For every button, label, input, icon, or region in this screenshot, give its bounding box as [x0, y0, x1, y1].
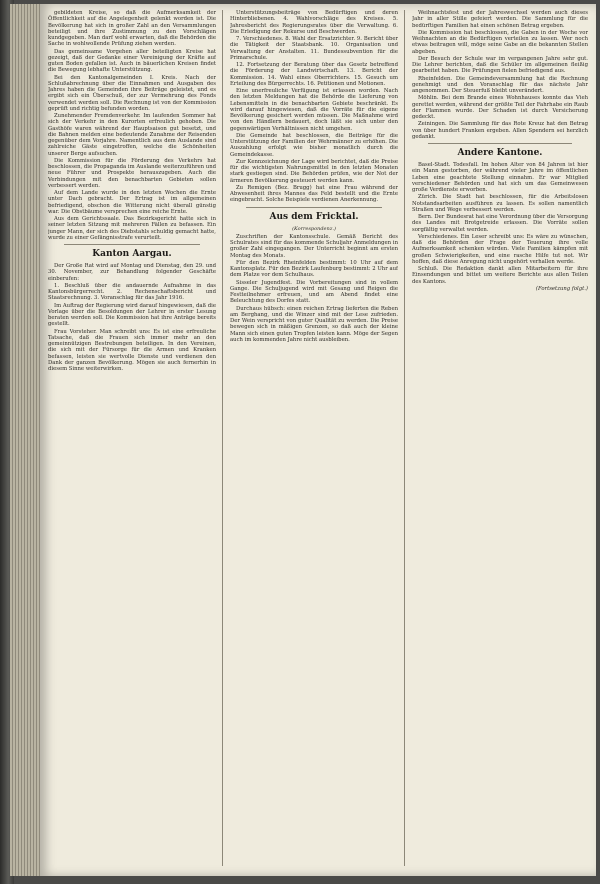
- column-rule-right: [404, 10, 405, 866]
- paragraph: Im Auftrag der Regierung wird darauf hingewiesen, daß die Vorlage über die Besoldungen der Lehrer in erster Lesung beraten werden soll. Die Kommission hat ihre Anträge bereits gestellt.: [48, 302, 216, 328]
- paragraph: Durchaus hübsch: einen reichen Ertrag lieferten die Reben am Berghang, und die Winzer sind mit der Lese zufrieden. Der Wein verspricht von guter Qualität zu werden. Die Preise bewegen sich in mäßigen Grenzen, so daß auch der kleine Mann sich einen guten Tropfen leisten kann. Möge der Segen auch im kommenden Jahre nicht ausbleiben.: [230, 305, 398, 343]
- paragraph: 7. Verschiedenes. 8. Wahl der Ersatzrichter. 9. Bericht über die Tätigkeit der Staatsbank. 10. Organisation und Verwaltung der Anstalten. 11. Bundessubvention für die Primarschule.: [230, 36, 398, 61]
- continuation-note: (Fortsetzung folgt.): [535, 285, 588, 292]
- paragraph: Für den Bezirk Rheinfelden bestimmt: 10 Uhr auf dem Kantonsplatz. Für den Bezirk Laufenburg bestimmt: 2 Uhr auf dem Platze vor dem Schulhaus.: [230, 259, 398, 279]
- paragraph: Basel-Stadt. Todesfall. Im hohen Alter von 84 Jahren ist hier ein Mann gestorben, der während vieler Jahre im öffentlichen Leben eine geachtete Stellung einnahm. Er war Mitglied verschiedener Behörden und hat sich um das Gemeinwesen große Verdienste erworben.: [412, 162, 588, 193]
- paragraph: Aus dem Gerichtssaale. Das Bezirksgericht hatte sich in seiner letzten Sitzung mit mehreren Fällen zu befassen. Ein junger Mann, der sich des Diebstahls schuldig gemacht hatte, wurde zu einer Gefängnisstrafe verurteilt.: [48, 216, 216, 241]
- paragraph: Der Große Rat wird auf Montag und Dienstag, den 29. und 30. November, zur Behandlung folgender Geschäfte einberufen:: [48, 263, 216, 282]
- section-heading-andere-kantone: Andere Kantone.: [457, 148, 543, 158]
- section-divider: [428, 143, 572, 144]
- paragraph: 12. Fortsetzung der Beratung über das Gesetz betreffend die Förderung der Landwirtschaft. 13. Bericht der Kommission. 14. Wahl eines Oberrichters. 15. Gesuch um Erteilung des Bürgerrechts. 16. Petitionen und Motionen.: [230, 62, 398, 87]
- column-rule-left: [222, 10, 223, 866]
- paragraph: Eine unerfreuliche Verfügung ist erlassen worden. Nach den letzten Meldungen hat die Behörde die Lieferung von Lebensmitteln in die benachbarten Gebiete beschränkt. Es wird darauf hingewiesen, daß die Vorräte für die eigene Bevölkerung gesichert werden müssen. Die Maßnahme wird von den Händlern bedauert, doch läßt sie sich unter den gegenwärtigen Verhältnissen nicht umgehen.: [230, 88, 398, 132]
- section-heading-aargau: Kanton Aargau.: [92, 249, 172, 259]
- section-divider: [64, 244, 200, 245]
- paragraph: Unterstützungsbeiträge von Bedürftigen und deren Hinterbliebenen. 4. Wahlvorschläge des Kreises. 5. Jahresbericht des Regierungsrates über die Verwaltung. 6. Die Erledigung der Rekurse und Beschwerden.: [230, 10, 398, 35]
- paragraph: Möhlin. Bei dem Brande eines Wohnhauses konnte das Vieh gerettet werden, während der größte Teil der Fahrhabe ein Raub der Flammen wurde. Der Schaden ist durch Versicherung gedeckt.: [412, 95, 588, 120]
- paragraph: Schluß. Die Redaktion dankt allen Mitarbeitern für ihre Einsendungen und bittet um weitere Berichte aus allen Teilen des Kantons.: [412, 266, 588, 285]
- column-right: [412, 10, 588, 868]
- paragraph: Sisseler Jugendfest. Die Vorbereitungen sind in vollem Gange. Die Schuljugend wird mit Gesang und Reigen die Festteilnehmer erfreuen, und am Abend findet eine Beleuchtung des Dorfes statt.: [230, 279, 398, 305]
- paragraph: Zu Remigen (Bez. Brugg) hat eine Frau während der Abwesenheit ihres Mannes das Feld bestellt und die Ernte eingebracht. Solche Beispiele verdienen Anerkennung.: [230, 184, 398, 204]
- paragraph: Der Besuch der Schule war im vergangenen Jahre sehr gut. Die Lehrer berichten, daß die Schüler im allgemeinen fleißig gearbeitet haben. Die Prüfungen fielen befriedigend aus.: [412, 55, 588, 75]
- paragraph: Auf dem Lande wurde in den letzten Wochen die Ernte unter Dach gebracht. Der Ertrag ist im allgemeinen befriedigend, obschon die Witterung nicht überall günstig war. Die Obstbäume versprechen eine reiche Ernte.: [48, 190, 216, 215]
- paragraph: Zürich. Die Stadt hat beschlossen, für die Arbeitslosen Notstandsarbeiten ausführen zu lassen. Es sollen namentlich Straßen und Wege verbessert werden.: [412, 194, 588, 213]
- section-divider: [246, 207, 382, 208]
- paragraph: gebildeten Kreise, so daß die Aufmerksamkeit der Öffentlichkeit auf die Angelegenheit gelenkt worden ist. Die Bevölkerung hat sich in großer Zahl an den Versammlungen beteiligt und ihre Zustimmung zu den Vorschlägen kundgegeben. Man darf wohl erwarten, daß die Behörden die Sache in wohlwollende Prüfung ziehen werden.: [48, 10, 216, 48]
- paragraph: Frau Vorsteher. Man schreibt uns: Es ist eine erfreuliche Tatsache, daß die Frauen sich immer mehr an den gemeinnützigen Bestrebungen beteiligen. In den Vereinen, die sich mit der Fürsorge für die Armen und Kranken befassen, leisten sie wertvolle Dienste und verdienen den Dank der ganzen Bevölkerung. Mögen sie auch fernerhin in diesem Sinne weiterwirken.: [48, 328, 216, 372]
- paragraph: Zuschriften der Kantonsschule. Gemäß Bericht des Schulrates sind für das kommende Schuljahr Anmeldungen in großer Zahl eingegangen. Der Unterricht beginnt am ersten Montag des Monats.: [230, 233, 398, 259]
- paragraph: Zeiningen. Die Sammlung für das Rote Kreuz hat den Betrag von über hundert Franken ergeben. Allen Spendern sei herzlich gedankt.: [412, 121, 588, 140]
- paragraph: Die Kommission hat beschlossen, die Gaben in der Woche vor Weihnachten an die Bedürftigen verteilen zu lassen. Wer noch etwas beitragen will, möge seine Gabe an die bekannten Stellen abgeben.: [412, 29, 588, 55]
- paragraph: 1. Beschluß über die andauernde Aufnahme in das Kantonsbürgerrecht. 2. Rechenschaftsbericht und Staatsrechnung. 3. Voranschlag für das Jahr 1916.: [48, 282, 216, 302]
- paragraph: Weihnachtsfest und der Jahreswechsel werden auch dieses Jahr in aller Stille gefeiert werden. Die Sammlung für die bedürftigen Familien hat einen schönen Betrag ergeben.: [412, 10, 588, 29]
- paragraph: Bern. Der Bundesrat hat eine Verordnung über die Versorgung des Landes mit Brotgetreide erlassen. Die Vorräte sollen sorgfältig verwaltet werden.: [412, 214, 588, 233]
- paragraph: Die Kommission für die Förderung des Verkehrs hat beschlossen, die Propaganda im Auslande weiterzuführen und neue Führer und Prospekte herauszugeben. Auch die Verbindungen mit den benachbarten Gebieten sollen verbessert werden.: [48, 157, 216, 189]
- paragraph: Zur Kennzeichnung der Lage wird berichtet, daß die Preise für die wichtigsten Nahrungsmittel in den letzten Monaten stark gestiegen sind. Die Behörden prüfen, wie der Not der ärmeren Bevölkerung gesteuert werden kann.: [230, 158, 398, 184]
- newspaper-page: [40, 4, 596, 876]
- paragraph: Bei den Kantonalgemeinden I. Kreis. Nach der Schlußabrechnung über die Einnahmen und Ausgaben des Jahres haben die Gemeinden ihre Beiträge geleistet, und es ergibt sich ein Überschuß, der zur Vermehrung des Fonds verwendet werden soll. Die Rechnung ist von der Kommission geprüft und richtig befunden worden.: [48, 74, 216, 112]
- paragraph: Das gemeinsame Vorgehen aller beteiligten Kreise hat gezeigt, daß der Gedanke einer Vereinigung der Kräfte auf guten Boden gefallen ist. Auch in bäuerlichen Kreisen findet die Bewegung lebhafte Unterstützung.: [48, 48, 216, 74]
- paragraph: Die Gemeinde hat beschlossen, die Beiträge für die Unterstützung der Familien der Wehrmänner zu erhöhen. Die Auszahlung erfolgt wie bisher monatlich durch die Gemeindekasse.: [230, 132, 398, 158]
- paragraph: Zunehmender Fremdenverkehr. Im laufenden Sommer hat sich der Verkehr in den Kurorten erfreulich gehoben. Die Gasthöfe waren während der Hauptsaison gut besetzt, und die Bahnen melden eine bedeutende Zunahme der Reisenden gegenüber dem Vorjahre. Namentlich aus dem Auslande sind zahlreiche Gäste eingetroffen, welche die Schönheiten unserer Berge aufsuchen.: [48, 113, 216, 157]
- section-subheading: (Korrespondenz.): [292, 225, 336, 232]
- column-left: [48, 10, 216, 868]
- section-heading-fricktal: Aus dem Fricktal.: [269, 211, 359, 222]
- paragraph: Verschiedenes. Ein Leser schreibt uns: Es wäre zu wünschen, daß die Behörden der Frage der Teuerung ihre volle Aufmerksamkeit schenken würden. Viele Familien kämpfen mit großen Schwierigkeiten, und eine rasche Hilfe tut not. Wir hoffen, daß diese Anregung nicht ungehört verhallen werde.: [412, 233, 588, 265]
- column-middle: [230, 10, 398, 868]
- paragraph: Rheinfelden. Die Gemeindeversammlung hat die Rechnung genehmigt und den Voranschlag für das nächste Jahr angenommen. Der Steuerfuß bleibt unverändert.: [412, 75, 588, 94]
